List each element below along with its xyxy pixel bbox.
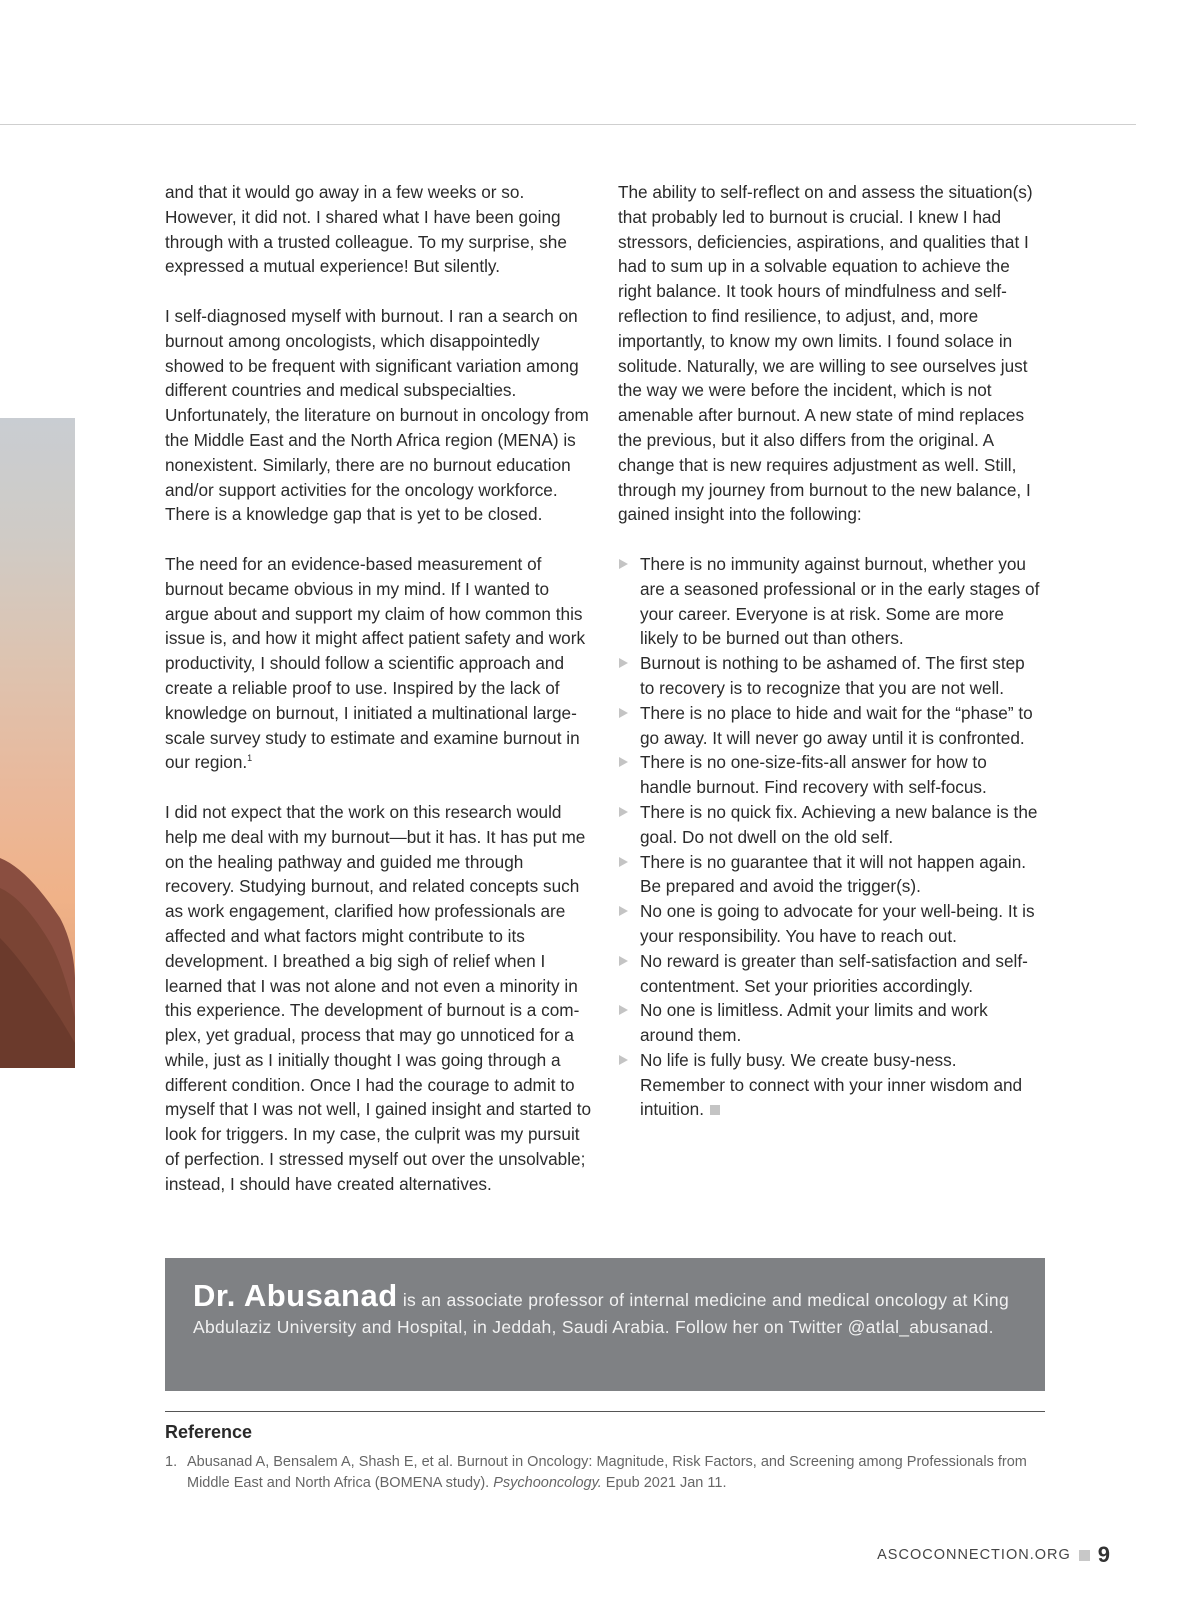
list-item bbox=[618, 998, 1043, 1048]
paragraph bbox=[165, 552, 595, 775]
desert-landscape-photo bbox=[0, 418, 75, 1068]
list-item bbox=[618, 701, 1043, 751]
bullet-arrow-icon bbox=[619, 906, 628, 916]
bullet-arrow-icon bbox=[619, 658, 628, 668]
bullet-arrow-icon bbox=[619, 708, 628, 718]
list-item bbox=[618, 750, 1043, 800]
paragraph: and that it would go away in a few weeks or so. However, it did not. I shared what I have been going through with a trusted colleague. To my surprise, she expressed a mutual experience! But silently. bbox=[165, 182, 567, 277]
header-divider bbox=[0, 124, 1136, 125]
end-of-article-square-icon bbox=[710, 1105, 720, 1115]
article-right-column bbox=[618, 180, 1043, 1122]
paragraph: I self-diagnosed myself with burnout. I ran a search on burnout among oncologists, which disappointedly showed to be frequent with significant variation among different countries and medical subspecialties. Unfortunately, the literature on burnout in oncology from the Middle East and the North Africa region (MENA) is nonexistent. Similarly, there are no burnout education and/or support activities for the oncology workforce. There is a knowledge gap that is yet to be closed. bbox=[165, 305, 589, 525]
author-bio-box bbox=[165, 1258, 1045, 1391]
author-bio-text: is an associate professor of internal medicine and medical oncology at King Abdulaziz University and Hospital, in Jeddah, Saudi Arabia. Follow her on Twitter @atlal_abusanad. bbox=[193, 1290, 1009, 1337]
bullet-arrow-icon bbox=[619, 757, 628, 767]
footer-site-name[interactable]: ASCOCONNECTION.ORG bbox=[877, 1547, 1071, 1563]
article-left-column bbox=[165, 180, 595, 1197]
list-item-text: No reward is greater than self-satisfaction and self-contentment. Set your priorities accordingly. bbox=[640, 950, 1028, 996]
insight-list bbox=[618, 552, 1043, 1122]
list-item bbox=[618, 552, 1043, 651]
reference-text bbox=[165, 1452, 1045, 1493]
bullet-arrow-icon bbox=[619, 956, 628, 966]
reference-number: 1. bbox=[165, 1454, 178, 1470]
list-item bbox=[618, 800, 1043, 850]
list-item bbox=[618, 899, 1043, 949]
page-number: 9 bbox=[1097, 1542, 1110, 1567]
bullet-arrow-icon bbox=[619, 559, 628, 569]
paragraph: The ability to self-reflect on and assess the situation(s) that probably led to burnout is crucial. I knew I had stressors, deficiencies, aspirations, and qualities that I had to sum up in a solvable equation to achieve the right balance. It took hours of mindfulness and self-reflection to find resilience, to adjust, and, more importantly, to know my own limits. I found solace in solitude. Naturally, we are willing to see ourselves just the way we were before the incident, which is not amenable after burnout. A new state of mind replaces the previous, but it also differs from the original. A change that is new requires adjustment as well. Still, through my journey from burnout to the new balance, I gained insight into the following: bbox=[618, 182, 1033, 525]
bullet-arrow-icon bbox=[619, 807, 628, 817]
bullet-arrow-icon bbox=[619, 1055, 628, 1065]
list-item bbox=[618, 651, 1043, 701]
reference-divider bbox=[165, 1411, 1045, 1412]
list-item bbox=[618, 850, 1043, 900]
bullet-arrow-icon bbox=[619, 857, 628, 867]
reference-journal: Psychooncology. bbox=[493, 1474, 602, 1491]
list-item-text: No life is fully busy. We create busy-ness. Remember to connect with your inner wisdom and intuition. bbox=[640, 1049, 1023, 1120]
list-item-text: There is no immunity against burnout, whether you are a seasoned professional or in the early stages of your career. Everyone is at risk. Some are more likely to be burned out than others. bbox=[640, 553, 1040, 649]
reference-date: Epub 2021 Jan 11. bbox=[601, 1474, 727, 1491]
footer-separator-square-icon bbox=[1079, 1550, 1090, 1561]
list-item bbox=[618, 949, 1043, 999]
list-item-text: There is no one-size-fits-all answer for how to handle burnout. Find recovery with self-focus. bbox=[640, 752, 987, 798]
paragraph: I did not expect that the work on this research would help me deal with my burnout—but it has. It has put me on the healing pathway and guided me through recovery. Studying burnout, and related concepts such as work engagement, clarified how professionals are affected and what factors might contribute to its development. I breathed a big sigh of relief when I learned that I was not alone and not even a minority in this experience. The development of burnout is a complex, yet gradual, process that may go unnoticed for a while, just as I initially thought I was going through a different condition. Once I had the courage to admit to myself that I was not well, I gained insight and started to look for triggers. In my case, the culprit was my pursuit of perfection. I stressed myself out over the unsolvable; instead, I should have created alternatives. bbox=[165, 801, 592, 1194]
author-name: Dr. Abusanad bbox=[193, 1278, 398, 1313]
list-item-text: No one is limitless. Admit your limits and work around them. bbox=[640, 1000, 988, 1046]
list-item bbox=[618, 1048, 1043, 1122]
list-item-text: There is no guarantee that it will not happen again. Be prepared and avoid the trigger(s). bbox=[640, 851, 1027, 897]
list-item-text: There is no quick fix. Achieving a new balance is the goal. Do not dwell on the old self. bbox=[640, 801, 1038, 847]
reference-item bbox=[165, 1452, 1045, 1493]
paragraph-text: The need for an evidence-based measurement of burnout became obvious in my mind. If I wanted to argue about and support my claim of how common this issue is, and how it might affect patient safety and work productivity, I should follow a scientific approach and create a reliable proof to use. Inspired by the lack of knowledge on burnout, I initiated a multinational large-scale survey study to estimate and examine burnout in our region. bbox=[165, 553, 586, 773]
bullet-arrow-icon bbox=[619, 1005, 628, 1015]
list-item-text: There is no place to hide and wait for the “phase” to go away. It will never go away until it is confronted. bbox=[640, 702, 1033, 748]
citation-superscript[interactable]: 1 bbox=[247, 753, 253, 764]
reference-citation: Abusanad A, Bensalem A, Shash E, et al. Burnout in Oncology: Magnitude, Risk Factors, and Screening among Professionals from Middle East and North Africa (BOMENA study). bbox=[187, 1454, 1027, 1491]
list-item-text: Burnout is nothing to be ashamed of. The first step to recovery is to recognize that you are not well. bbox=[640, 653, 1025, 698]
reference-heading: Reference bbox=[165, 1422, 253, 1442]
rock-formation-shape bbox=[0, 418, 75, 1068]
list-item-text: No one is going to advocate for your well-being. It is your responsibility. You have to reach out. bbox=[640, 901, 1035, 946]
page-footer bbox=[877, 1540, 1110, 1570]
